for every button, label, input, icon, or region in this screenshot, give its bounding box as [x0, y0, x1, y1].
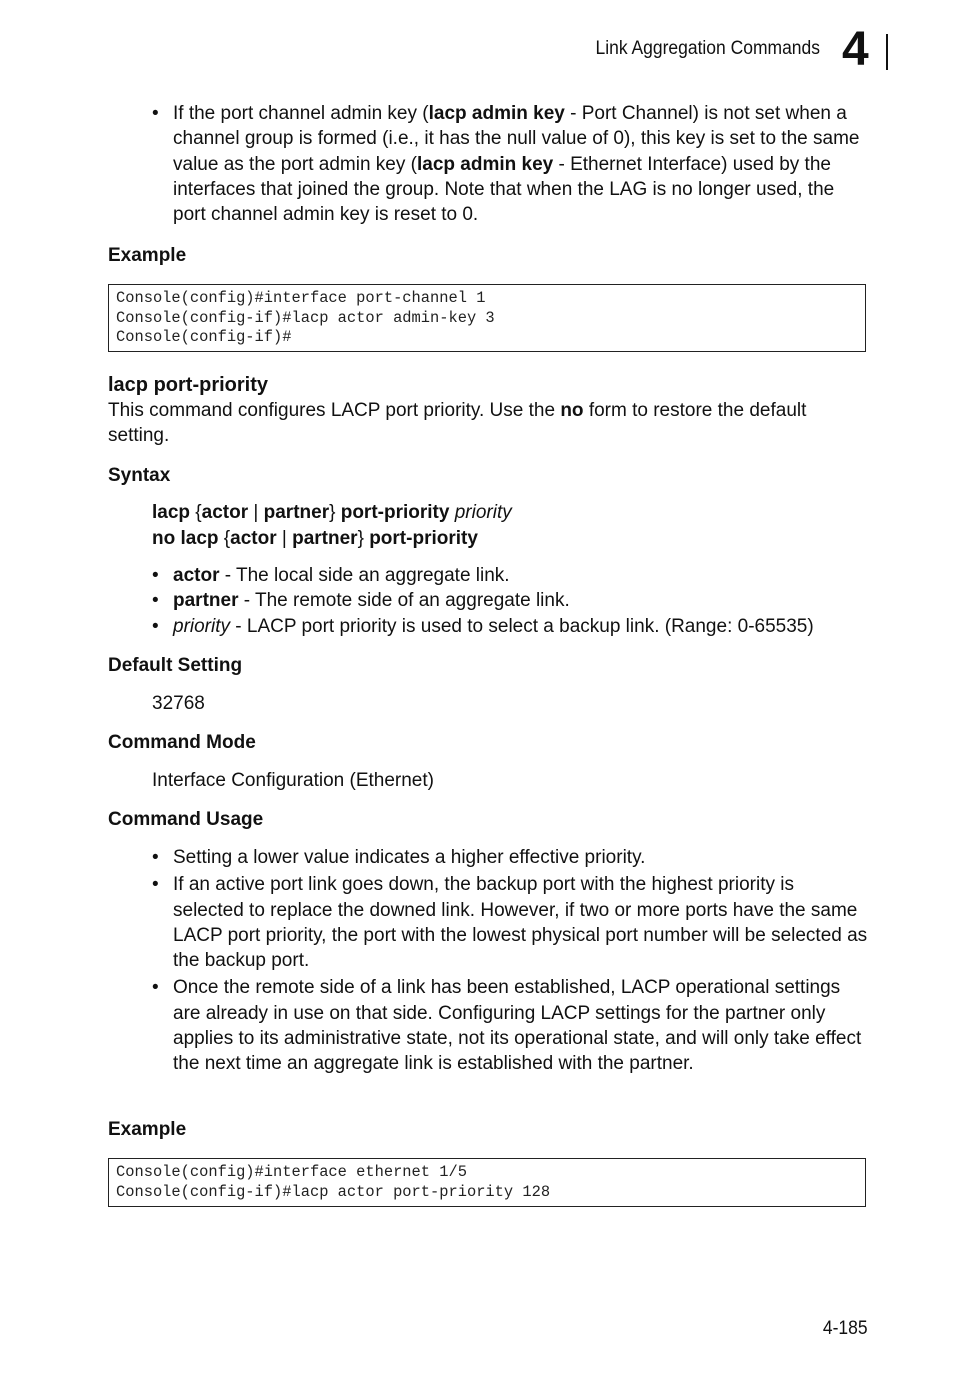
example-heading: Example [108, 245, 187, 266]
chapter-divider [886, 34, 888, 70]
command-title: lacp port-priority [108, 374, 269, 396]
list-item: • If an active port link goes down, the backup port with the highest priority is selected to replace the downed link. However, if two or more ports have the same LACP port priority, the port with the lowest physical port number will be selected as the backup port. [152, 872, 868, 973]
default-setting-value: 32768 [152, 693, 205, 714]
syntax-heading: Syntax [108, 465, 171, 486]
list-item: • actor - The local side an aggregate link. [152, 563, 868, 588]
code-line: Console(config)#interface port-channel 1 [116, 289, 486, 307]
syntax-line-1: lacp {actor | partner} port-priority priority [152, 502, 512, 523]
keyword: lacp admin key [416, 153, 554, 175]
parameter-list [152, 563, 868, 639]
keyword: no [560, 400, 584, 421]
code-line: Console(config-if)#lacp actor admin-key 3 [116, 308, 495, 327]
code-example-1 [108, 284, 866, 352]
chapter-number: 4 [842, 23, 868, 76]
running-header-title: Link Aggregation Commands [595, 38, 820, 59]
list-item: • Once the remote side of a link has been established, LACP operational settings are already in use on that side. Configuring LACP settings for the partner only applies to its administrative state, not its operational state, and will only take effect the next time an aggregate link is established with the partner. [152, 975, 868, 1076]
list-item: • If the port channel admin key (lacp admin key - Port Channel) is not set when a channel group is formed (i.e., it has the null value of 0), this key is set to the same value as the port admin key (lacp admin key - Ethernet Interface) used by the interfaces that joined the group. Note that when the LAG is no longer used, the port channel admin key is reset to 0. [152, 101, 868, 227]
page-number: 4-185 [823, 1318, 868, 1339]
usage-list [152, 845, 868, 1079]
syntax-line-2: no lacp {actor | partner} port-priority [152, 528, 478, 549]
intro-bullet-list [152, 101, 868, 229]
example-heading: Example [108, 1119, 187, 1140]
code-line: Console(config)#interface ethernet 1/5 [116, 1163, 467, 1181]
command-mode-heading: Command Mode [108, 732, 256, 753]
argument: priority [454, 502, 512, 523]
list-item: • Setting a lower value indicates a higher effective priority. [152, 845, 868, 870]
list-item: • partner - The remote side of an aggregate link. [152, 588, 868, 613]
code-line: Console(config-if)#lacp actor port-priority 128 [116, 1182, 551, 1201]
code-example-2 [108, 1158, 866, 1207]
keyword: lacp admin key [428, 103, 565, 124]
command-mode-value: Interface Configuration (Ethernet) [152, 770, 434, 791]
default-setting-heading: Default Setting [108, 655, 243, 676]
code-line: Console(config-if)# [116, 328, 292, 346]
command-description: This command configures LACP port priority. Use the no form to restore the default setting. [108, 400, 807, 447]
list-item: • priority - LACP port priority is used to select a backup link. (Range: 0-65535) [152, 614, 868, 639]
command-usage-heading: Command Usage [108, 809, 264, 830]
